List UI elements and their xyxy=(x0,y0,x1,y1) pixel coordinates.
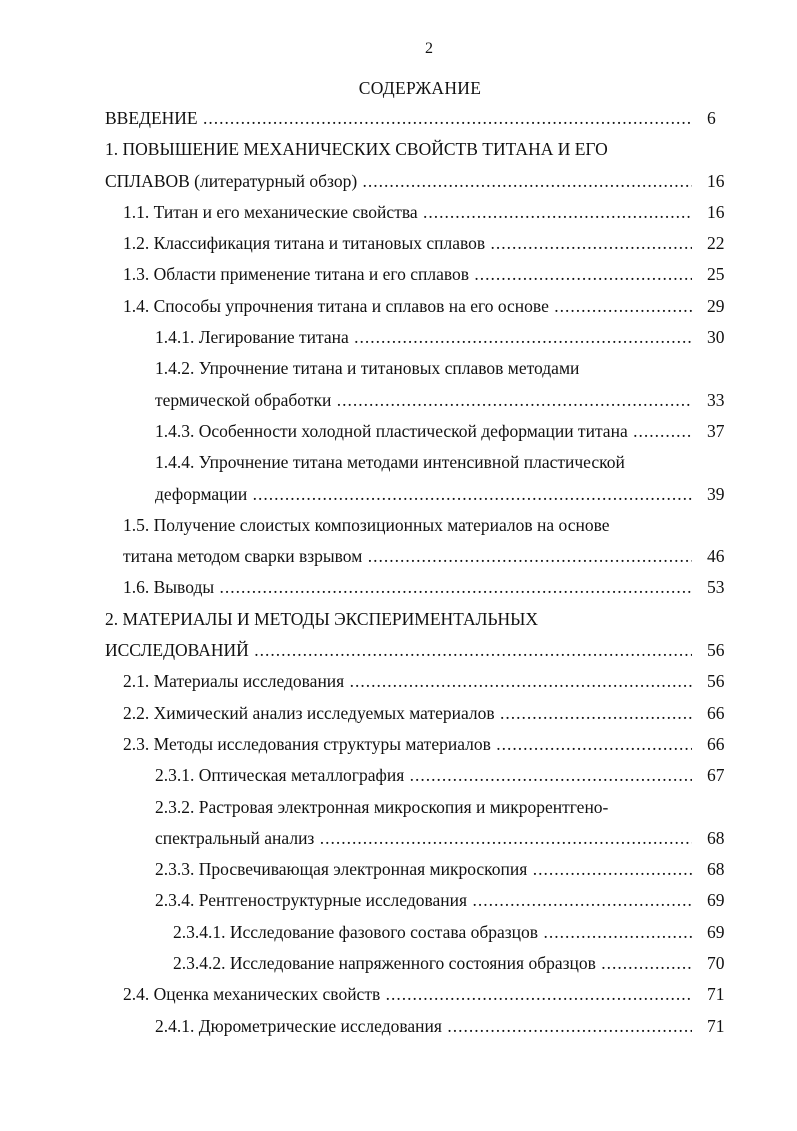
toc-entry xyxy=(0,666,797,697)
toc-entry xyxy=(0,698,797,729)
toc-entry xyxy=(0,447,797,478)
toc-entry-page: 30 xyxy=(707,327,725,348)
toc-entry-page: 33 xyxy=(707,389,725,410)
toc-entry xyxy=(0,385,797,416)
toc-entry-page: 67 xyxy=(707,765,725,786)
toc-entry-title: титана методом сварки взрывом ..... xyxy=(123,541,692,572)
toc-entry-page: 37 xyxy=(707,420,725,441)
toc-entry xyxy=(0,166,797,197)
page-title: СОДЕРЖАНИЕ xyxy=(358,78,482,98)
toc-entry-title: 1. ПОВЫШЕНИЕ МЕХАНИЧЕСКИХ СВОЙСТВ ТИТАНА И ЕГО xyxy=(105,139,608,160)
toc-entry xyxy=(0,604,797,635)
toc-entry-page: 6 xyxy=(707,108,716,128)
toc-entry xyxy=(0,353,797,384)
toc-entry xyxy=(0,259,797,290)
toc-entry-page: 53 xyxy=(707,577,725,598)
toc-entry xyxy=(0,197,797,228)
toc-entry-title: 2.4.1. Дюрометрические исследования ..... xyxy=(155,1011,692,1042)
toc-entry-title: 2.1. Материалы исследования ..... xyxy=(123,666,692,697)
toc-entry xyxy=(0,917,797,948)
toc-entry xyxy=(0,729,797,760)
toc-entry xyxy=(0,635,797,666)
toc-entry xyxy=(0,572,797,603)
toc-entry xyxy=(0,948,797,979)
toc-entry-page: 66 xyxy=(707,733,725,754)
toc-entry-title: деформации ..... xyxy=(155,479,692,510)
toc-entry-title: 2. МАТЕРИАЛЫ И МЕТОДЫ ЭКСПЕРИМЕНТАЛЬНЫХ xyxy=(105,608,539,629)
toc-entry-page: 71 xyxy=(707,984,725,1005)
toc-entry-page: 22 xyxy=(707,233,725,254)
toc-entry-title: ВВЕДЕНИЕ ..... xyxy=(105,103,692,134)
toc-entry xyxy=(0,885,797,916)
toc-entry-title: 2.3.4.1. Исследование фазового состава образцов ..... xyxy=(173,917,692,948)
toc-entry xyxy=(0,322,797,353)
toc-entry-page: 39 xyxy=(707,483,725,504)
toc-entry-page: 56 xyxy=(707,640,725,661)
toc-entry xyxy=(0,228,797,259)
toc-entry xyxy=(0,291,797,322)
toc-entry-title: СПЛАВОВ (литературный обзор) ..... xyxy=(105,166,692,197)
toc-entry-page: 56 xyxy=(707,671,725,692)
toc-entry-title: 2.4. Оценка механических свойств ..... xyxy=(123,979,692,1010)
toc-entry-title: 1.3. Области применение титана и его сплавов ..... xyxy=(123,259,692,290)
toc-entry-title: 2.3.4.2. Исследование напряженного состояния образцов ..... xyxy=(173,948,692,979)
toc-entry-title: спектральный анализ ..... xyxy=(155,823,692,854)
toc-entry-title: 1.4.2. Упрочнение титана и титановых сплавов методами xyxy=(155,358,580,379)
toc-entry-page: 16 xyxy=(707,170,725,191)
toc-entry xyxy=(0,416,797,447)
toc-entry-page: 69 xyxy=(707,921,725,942)
toc-entry xyxy=(0,760,797,791)
toc-entry-page: 16 xyxy=(707,201,725,222)
toc-entry-title: 2.3.3. Просвечивающая электронная микроскопия ..... xyxy=(155,854,692,885)
toc-entry-title: 1.2. Классификация титана и титановых сплавов ..... xyxy=(123,228,692,259)
toc-entry-page: 68 xyxy=(707,859,725,880)
toc-entry-page: 29 xyxy=(707,295,725,316)
toc-entry-title: 2.3. Методы исследования структуры материалов ..... xyxy=(123,729,692,760)
toc-entry xyxy=(0,792,797,823)
toc-entry xyxy=(0,854,797,885)
toc-entry xyxy=(0,1011,797,1042)
toc-entry-title: 1.1. Титан и его механические свойства ..... xyxy=(123,197,692,228)
toc-entry-title: 1.4.4. Упрочнение титана методами интенсивной пластической xyxy=(155,452,625,473)
toc-entry-title: 1.6. Выводы ..... xyxy=(123,572,692,603)
toc-entry-page: 66 xyxy=(707,702,725,723)
toc-entry xyxy=(0,479,797,510)
toc-entry xyxy=(0,103,797,134)
toc-entry xyxy=(0,134,797,165)
toc-entry-title: 1.4. Способы упрочнения титана и сплавов на его основе ..... xyxy=(123,291,692,322)
toc-entry-title: 2.2. Химический анализ исследуемых материалов ..... xyxy=(123,698,692,729)
toc-entry-title: 2.3.2. Растровая электронная микроскопия и микрорентгено- xyxy=(155,796,609,817)
toc-entry-title: ИССЛЕДОВАНИЙ ..... xyxy=(105,635,692,666)
toc-entry-title: 2.3.4. Рентгеноструктурные исследования ..... xyxy=(155,885,692,916)
toc-entry xyxy=(0,541,797,572)
toc-entry-page: 69 xyxy=(707,890,725,911)
toc-entry xyxy=(0,979,797,1010)
toc-entry xyxy=(0,510,797,541)
toc-entry-title: термической обработки ..... xyxy=(155,385,692,416)
toc-entry-page: 25 xyxy=(707,264,725,285)
toc-entry-title: 1.4.1. Легирование титана ..... xyxy=(155,322,692,353)
toc-entry-page: 46 xyxy=(707,546,725,567)
toc-entry-page: 68 xyxy=(707,827,725,848)
toc-entry-title: 1.4.3. Особенности холодной пластической деформации титана ..... xyxy=(155,416,692,447)
toc-entry-page: 71 xyxy=(707,1015,725,1036)
toc-entry-title: 1.5. Получение слоистых композиционных материалов на основе xyxy=(123,514,610,535)
page-number: 2 xyxy=(425,40,433,57)
toc-entry-title: 2.3.1. Оптическая металлография ..... xyxy=(155,760,692,791)
toc-entry-page: 70 xyxy=(707,953,725,974)
toc-entry xyxy=(0,823,797,854)
table-of-contents xyxy=(0,103,797,1042)
